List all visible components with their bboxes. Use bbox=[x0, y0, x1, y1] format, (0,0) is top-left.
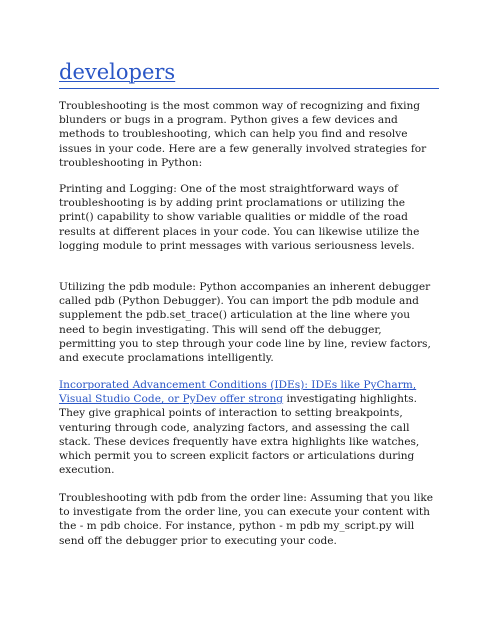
developers-heading-link[interactable]: developers bbox=[59, 60, 176, 84]
paragraph-printing-logging: Printing and Logging: One of the most straightforward ways of troubleshooting is by adding print proclamations or utilizing the print() capability to show variable qualities or middle of the road results at different places in your code. You can likewise utilize the logging module to print messages with various seriousness levels. bbox=[59, 183, 420, 252]
paragraph-pdb-module: Utilizing the pdb module: Python accompanies an inherent debugger called pdb (Python Debugger). You can import the pdb module and supplement the pdb.set_trace() articulation at the line where you need to begin investigating. This will send off the debugger, permitting you to step through your code line by line, review factors, and execute proclamations intelligently. bbox=[59, 281, 431, 365]
paragraph-pdb-command-line: Troubleshooting with pdb from the order line: Assuming that you like to investigate from the order line, you can execute your content with the - m pdb choice. For instance, python - m pdb my_script.py will send off the debugger prior to executing your code. bbox=[59, 492, 434, 547]
ides-paragraph-text: investigating highlights. They give graphical points of interaction to setting breakpoints, venturing through code, analyzing factors, and assessing the call stack. These devices frequently have extra highlights like watches, which permit you to screen explicit factors or articulations during execution. bbox=[59, 393, 420, 477]
ides-link[interactable]: Incorporated Advancement Conditions (IDEs): IDEs like PyCharm, Visual Studio Code, or PyDev offer strong bbox=[59, 379, 417, 406]
paragraph-ides bbox=[59, 378, 439, 477]
heading-link-container bbox=[59, 58, 439, 89]
paragraph-intro: Troubleshooting is the most common way of recognizing and fixing blunders or bugs in a program. Python gives a few devices and methods to troubleshooting, which can help you find and resolve issues in your code. Here are a few generally involved strategies for troubleshooting in Python: bbox=[59, 100, 427, 169]
